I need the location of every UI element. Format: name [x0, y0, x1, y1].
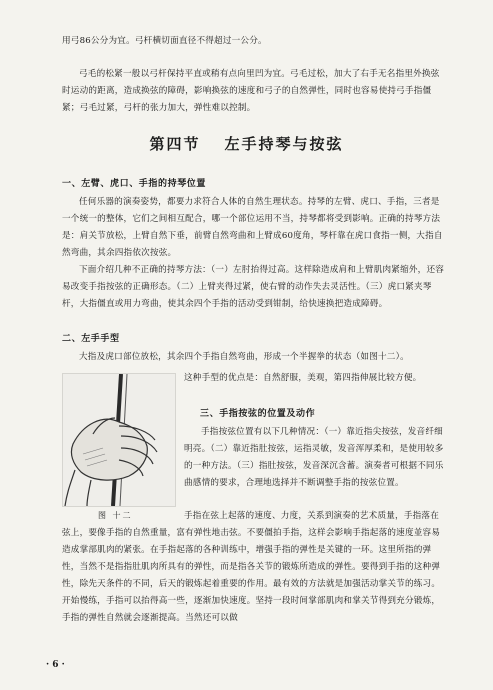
- paragraph-hand-shape: 大指及虎口部位放松，其余四个手指自然弯曲，形成一个半握拳的状态（如图十二）。: [79, 352, 409, 362]
- hand-illustration: [63, 374, 175, 506]
- section-heading: [0, 133, 493, 154]
- section-title: 左手持琴与按弦: [224, 135, 344, 153]
- paragraph-bow-length: 用弓86公分为宜。弓杆横切面直径不得超过一公分。: [62, 36, 267, 46]
- subheading-holding-position: 一、左臂、虎口、手指的持琴位置: [62, 179, 207, 189]
- paragraph-finger-action-text: 手指在弦上起落的速度、力度，关系到演奏的艺术质量，手指落在弦上，要像手指的自然重量，富有弹性地击弦。不要僵拍手指，这样会影响手指起落的速度並容易造成掌部肌肉的紧张。在手指起落的各种训练中，增强手指的弹性是关键的一环。这里所指的弹性，当然不是指指肚肌肉所具有的弹性，而是指各关节的锻炼所造成的弹性。要得到手指的这种弹性，除先天条件的不同，后天的锻炼起着重要的作用。最有效的方法就是加强活动掌关节的练习。开始慢练，手指可以抬得高一些，逐渐加快速度。坚持一段时间掌部肌肉和掌关节得到充分锻炼，手指的弹性自然就会逐渐提高。当然还可以做: [62, 511, 441, 623]
- figure-caption: 图 十二: [98, 511, 133, 520]
- paragraph-hand-shape-advantage: 这种手型的优点是：自然舒服，美观，第四指伸展比较方便。: [184, 373, 422, 383]
- hand-on-erhu-figure: [62, 373, 176, 507]
- paragraph-holding-posture: 任何乐器的演奏姿势，都要力求符合人体的自然生理状态。持琴的左臂、虎口、手指，三者是一个统一的整体，它们之间相互配合，哪一个部位运用不当，持琴都将受到影响。正确的持琴方法是：肩关节放松，上臂自然下垂，前臂自然弯曲和上臂成60度角，琴杆靠在虎口食指一侧，大指自然弯曲，其余四指依次按弦。: [62, 197, 443, 258]
- paragraph-finger-action: [62, 508, 447, 627]
- subheading-finger-position: 三、手指按弦的位置及动作: [200, 409, 316, 419]
- paragraph-bow-hair-tension: 弓毛的松紧一般以弓杆保持平直或稍有点向里凹为宜。弓毛过松，加大了右手无名指里外换弦时运动的距离，造成换弦的障碍，影响换弦的速度和弓子的自然弹性，同时也容易使持弓手指僵紧；弓毛过紧，弓杆的张力加大，弹性难以控制。: [62, 69, 440, 113]
- paragraph-finger-position: 手指按弦位置有以下几种情况：（一）靠近指尖按弦，发音纤细明亮。（二）靠近指肚按弦，运指灵敏，发音浑厚柔和，是使用较多的一种方法。（三）指肚按弦，发音深沉含蓄。演奏者可根据不同乐曲感情的要求，合理地选择并不断调整手指的按弦位置。: [184, 427, 444, 488]
- page-number: · 6 ·: [46, 660, 65, 670]
- subheading-hand-shape: 二、左手手型: [62, 334, 120, 344]
- paragraph-incorrect-methods: 下面介绍几种不正确的持琴方法：（一）左肘抬得过高。这样除造成肩和上臂肌肉紧缩外，还容易改变手指按弦的正确形态。（二）上臂夹得过紧，使右臂的动作失去灵活性。（三）虎口紧夹琴杆，大指僵直或用力弯曲，使其余四个手指的活动受到钳制，给快速换把造成障碍。: [62, 265, 445, 309]
- section-number: 第四节: [149, 135, 201, 153]
